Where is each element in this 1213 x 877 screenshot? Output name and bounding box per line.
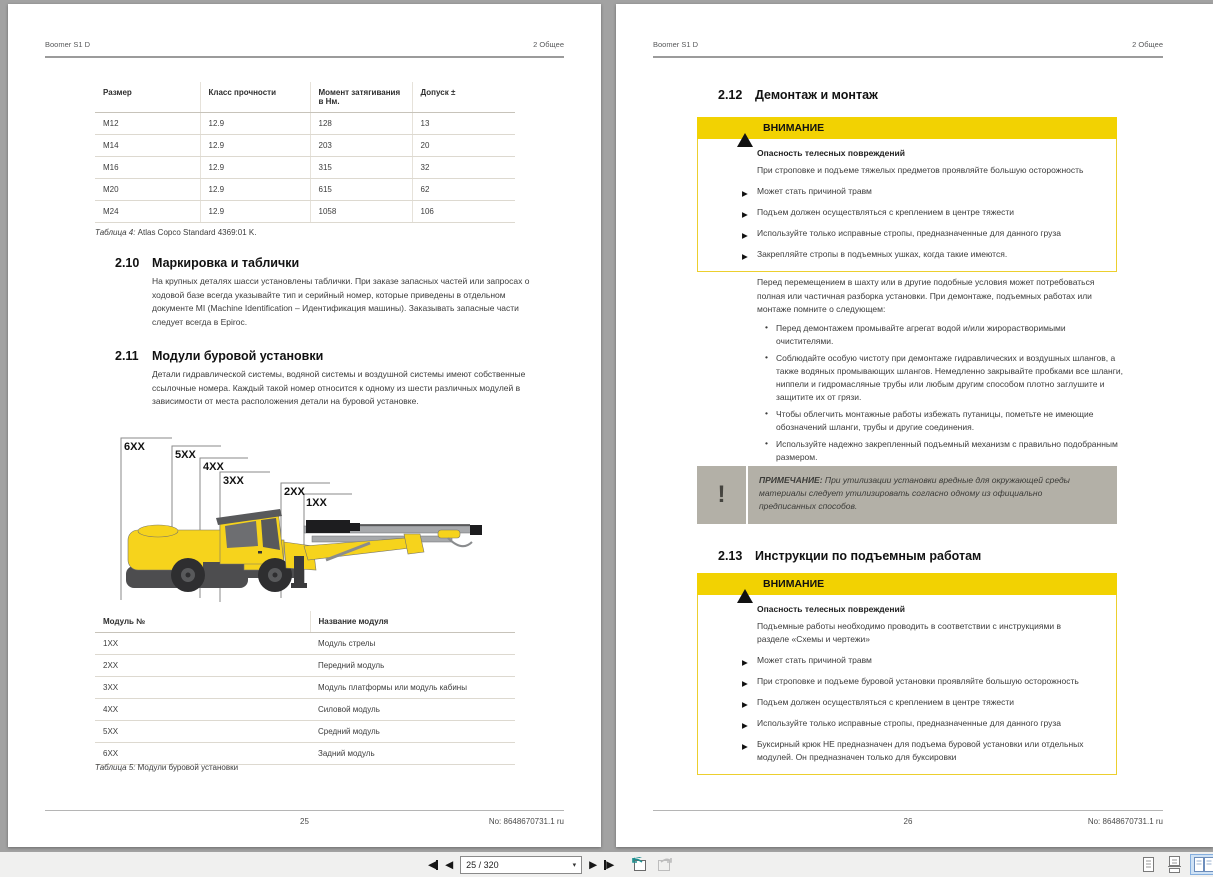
- table-cell: M12: [95, 113, 200, 135]
- page-layout-group: [1138, 852, 1213, 877]
- section-markings-body: На крупных деталях шасси установлены таблички. При заказе запасных частей или запросах о ходовой базе всегда указывайте тип и серийный номер, которые приведены в отдельном документе MI (Machine Identification – Идентификация машины). Заказывать запасные части следует всегда в Epiroc.: [152, 276, 530, 327]
- page-header: [653, 40, 1163, 58]
- warning-triangle-icon: !: [737, 577, 753, 591]
- list-item: [742, 206, 1104, 219]
- arrow-bullet-icon: ▶: [742, 209, 748, 219]
- torque-table-caption: Таблица 4: Atlas Copco Standard 4369:01 K.: [95, 228, 257, 237]
- warning-bullet-list: [742, 654, 1104, 764]
- viewer-toolbar: [0, 852, 1213, 877]
- next-view-icon: [656, 857, 673, 872]
- module-label-1xx: 1XX: [306, 497, 327, 509]
- page-number: 26: [903, 817, 913, 826]
- warning-box-dismantling: [697, 117, 1117, 272]
- table-row: [95, 743, 515, 765]
- arrow-bullet-icon: ▶: [742, 678, 748, 688]
- column-header: Модуль №: [95, 611, 310, 633]
- table-cell: 1XX: [95, 633, 310, 655]
- table-cell: Средний модуль: [310, 721, 515, 743]
- footer-rule: [653, 810, 1163, 811]
- table-cell: 106: [412, 201, 515, 223]
- page-number-field[interactable]: [460, 856, 582, 874]
- view-history-group: [631, 857, 673, 872]
- list-item-text: Используйте надежно закрепленный подъемный механизм с правильно подобранным размером.: [776, 439, 1118, 462]
- table-header-row: [95, 82, 515, 113]
- list-item: [757, 438, 1123, 464]
- warning-label: ВНИМАНИЕ: [763, 122, 825, 134]
- list-item-text: Может стать причиной травм: [757, 655, 872, 665]
- first-page-button[interactable]: [428, 860, 438, 870]
- next-page-icon: ▶: [589, 858, 598, 871]
- page-footer: [45, 817, 564, 829]
- warning-bullet-list: [742, 185, 1104, 261]
- list-item: [757, 322, 1123, 348]
- warning-intro: Подъемные работы необходимо проводить в соответствии с инструкциями в разделе «Схемы и чертежи»: [757, 621, 1061, 644]
- warning-header: [697, 117, 1117, 139]
- table-cell: M24: [95, 201, 200, 223]
- column-header: Название модуля: [310, 611, 515, 633]
- previous-page-button[interactable]: [445, 860, 453, 870]
- table-cell: 12.9: [200, 179, 310, 201]
- list-item-text: Соблюдайте особую чистоту при демонтаже гидравлических и воздушных шлангов, а также водяных промывающих шлангов. Немедленно закрывайте пробками все шланги, ниппели и гидромасляные трубы или любым другим способом плотно заглушите и защитите их от грязи.: [776, 353, 1123, 402]
- list-item-text: При строповке и подъеме буровой установки проявляйте большую осторожность: [757, 676, 1079, 686]
- table-cell: 62: [412, 179, 515, 201]
- header-product: Boomer S1 D: [653, 40, 699, 49]
- document-page-left: [8, 4, 601, 847]
- continuous-layout-button[interactable]: [1164, 854, 1185, 875]
- section-modules-body: Детали гидравлической системы, водяной системы и воздушной системы имеют собственные ссылочные номера. Каждый такой номер относится к одному из шести различных модулей в зависимости от места расположения детали на буровой установке.: [152, 369, 526, 406]
- next-page-bar-icon: ▶: [606, 858, 615, 871]
- list-item-text: Может стать причиной травм: [757, 186, 872, 196]
- two-page-layout-icon: [1193, 856, 1213, 873]
- list-item-text: Чтобы облегчить монтажные работы избежать путаницы, пометьте не имеющие обозначений шланги, трубы и другие соединения.: [776, 409, 1094, 432]
- section-heading-modules: 2.11 Модули буровой установки: [115, 349, 324, 363]
- table-cell: 4XX: [95, 699, 310, 721]
- warning-intro: При строповке и подъеме тяжелых предметов проявляйте большую осторожность: [757, 165, 1084, 175]
- page-header: [45, 40, 564, 58]
- table-cell: 12.9: [200, 201, 310, 223]
- warning-body: [697, 595, 1117, 775]
- note-box: [697, 466, 1117, 524]
- table-header-row: [95, 611, 515, 633]
- section-heading-dismantling: 2.12 Демонтаж и монтаж: [718, 88, 878, 102]
- table-cell: 5XX: [95, 721, 310, 743]
- list-item: [742, 696, 1104, 709]
- warning-subtitle: Опасность телесных повреждений: [757, 148, 905, 158]
- table-cell: Модуль стрелы: [310, 633, 515, 655]
- arrow-bullet-icon: ▶: [742, 230, 748, 240]
- list-item-text: Используйте только исправные стропы, предназначенные для данного груза: [757, 718, 1062, 728]
- table-cell: 32: [412, 157, 515, 179]
- list-item: [742, 185, 1104, 198]
- table-cell: 1058: [310, 201, 412, 223]
- list-item: [742, 654, 1104, 667]
- dot-bullet-icon: •: [765, 408, 768, 418]
- two-page-layout-button[interactable]: [1190, 854, 1213, 875]
- previous-page-icon: ◀: [445, 858, 454, 871]
- warning-subtitle: Опасность телесных повреждений: [757, 604, 905, 614]
- column-header: Размер: [95, 82, 200, 113]
- header-product: Boomer S1 D: [45, 40, 91, 49]
- chevron-down-icon[interactable]: ▾: [572, 861, 577, 869]
- list-item-text: Подъем должен осуществляться с креплением в центре тяжести: [757, 207, 1015, 217]
- table-cell: 3XX: [95, 677, 310, 699]
- table-cell: Передний модуль: [310, 655, 515, 677]
- warning-header: [697, 573, 1117, 595]
- last-page-button[interactable]: [604, 860, 614, 870]
- list-item: [742, 738, 1104, 764]
- table-cell: 12.9: [200, 135, 310, 157]
- module-table: [95, 611, 515, 765]
- page-navigation-group: [428, 852, 673, 877]
- module-table-caption: Таблица 5: Модули буровой установки: [95, 763, 239, 772]
- table-cell: Модуль платформы или модуль кабины: [310, 677, 515, 699]
- drill-rig-illustration: [108, 430, 548, 606]
- continuous-layout-icon: [1167, 856, 1182, 873]
- list-item-text: Перед демонтажем промывайте агрегат водой и/или жирорастворимыми очистителями.: [776, 323, 1066, 346]
- arrow-bullet-icon: ▶: [742, 251, 748, 261]
- table-cell: M20: [95, 179, 200, 201]
- page-number: 25: [300, 817, 309, 826]
- column-header: Момент затягивания в Нм.: [310, 82, 412, 113]
- table-cell: Задний модуль: [310, 743, 515, 765]
- document-number: No: 8648670731.1 ru: [488, 817, 564, 826]
- header-chapter: 2 Общее: [1132, 40, 1163, 49]
- list-item-text: Подъем должен осуществляться с креплением в центре тяжести: [757, 697, 1015, 707]
- table-cell: 2XX: [95, 655, 310, 677]
- list-item-text: Закрепляйте стропы в подъемных ушках, когда такие имеются.: [757, 249, 1008, 259]
- table-cell: 128: [310, 113, 412, 135]
- table-row: [95, 157, 515, 179]
- page-footer: [653, 817, 1163, 829]
- next-view-button[interactable]: [656, 857, 673, 872]
- list-item: [742, 717, 1104, 730]
- document-number: No: 8648670731.1 ru: [1087, 817, 1163, 826]
- table-row: [95, 113, 515, 135]
- table-cell: 203: [310, 135, 412, 157]
- dismantling-point-list: [757, 318, 1123, 464]
- table-cell: 315: [310, 157, 412, 179]
- table-cell: 615: [310, 179, 412, 201]
- module-label-5xx: 5XX: [175, 449, 196, 461]
- module-label-3xx: 3XX: [223, 475, 244, 487]
- column-header: Класс прочности: [200, 82, 310, 113]
- table-row: [95, 699, 515, 721]
- dot-bullet-icon: •: [765, 352, 768, 362]
- list-item: [757, 408, 1123, 434]
- list-item: [742, 227, 1104, 240]
- list-item-text: Используйте только исправные стропы, предназначенные для данного груза: [757, 228, 1062, 238]
- list-item: [742, 675, 1104, 688]
- previous-view-button[interactable]: [631, 857, 648, 872]
- module-label-6xx: 6XX: [124, 441, 145, 453]
- section-heading-lifting: 2.13 Инструкции по подъемным работам: [718, 549, 982, 563]
- list-item: [757, 352, 1123, 404]
- table-cell: 20: [412, 135, 515, 157]
- note-exclamation-icon: !: [697, 466, 748, 524]
- arrow-bullet-icon: ▶: [742, 657, 748, 667]
- single-page-layout-button[interactable]: [1138, 854, 1159, 875]
- warning-box-lifting: [697, 573, 1117, 775]
- arrow-bullet-icon: ▶: [742, 741, 748, 751]
- page-indicator: 25 / 320: [466, 859, 499, 870]
- table-cell: 12.9: [200, 113, 310, 135]
- list-item-text: Буксирный крюк НЕ предназначен для подъема буровой установки или отдельных модулей. Он предназначен только для буксировки: [757, 739, 1084, 762]
- table-cell: 13: [412, 113, 515, 135]
- arrow-bullet-icon: ▶: [742, 720, 748, 730]
- dot-bullet-icon: •: [765, 322, 768, 332]
- table-cell: M14: [95, 135, 200, 157]
- table-row: [95, 633, 515, 655]
- warning-body: [697, 139, 1117, 272]
- module-label-2xx: 2XX: [284, 486, 305, 498]
- list-item: [742, 248, 1104, 261]
- table-row: [95, 721, 515, 743]
- table-row: [95, 179, 515, 201]
- torque-table: [95, 82, 515, 223]
- table-row: [95, 201, 515, 223]
- document-page-right: [616, 4, 1213, 847]
- dot-bullet-icon: •: [765, 438, 768, 448]
- arrow-bullet-icon: ▶: [742, 188, 748, 198]
- note-text: ПРИМЕЧАНИЕ: При утилизации установки вредные для окружающей среды материалы следует утилизировать согласно одному из официально предписанных способов.: [759, 475, 1070, 511]
- table-cell: M16: [95, 157, 200, 179]
- dismantling-intro-paragraph: Перед перемещением в шахту или в другие подобные условия может потребоваться полная или частичная разборка установки. При демонтаже, подъемных работах или монтаже помните о следующем:: [757, 277, 1095, 314]
- previous-view-icon: [631, 857, 648, 872]
- section-heading-markings: 2.10 Маркировка и таблички: [115, 256, 300, 270]
- footer-rule: [45, 810, 564, 811]
- warning-label: ВНИМАНИЕ: [763, 578, 825, 590]
- single-page-layout-icon: [1141, 856, 1156, 873]
- module-label-4xx: 4XX: [203, 461, 224, 473]
- table-cell: 6XX: [95, 743, 310, 765]
- warning-triangle-icon: !: [737, 121, 753, 135]
- table-cell: 12.9: [200, 157, 310, 179]
- next-page-button[interactable]: [589, 860, 597, 870]
- previous-page-bar-icon: ◀: [428, 858, 437, 871]
- arrow-bullet-icon: ▶: [742, 699, 748, 709]
- table-cell: Силовой модуль: [310, 699, 515, 721]
- header-chapter: 2 Общее: [533, 40, 564, 49]
- table-row: [95, 677, 515, 699]
- table-row: [95, 655, 515, 677]
- table-row: [95, 135, 515, 157]
- column-header: Допуск ±: [412, 82, 515, 113]
